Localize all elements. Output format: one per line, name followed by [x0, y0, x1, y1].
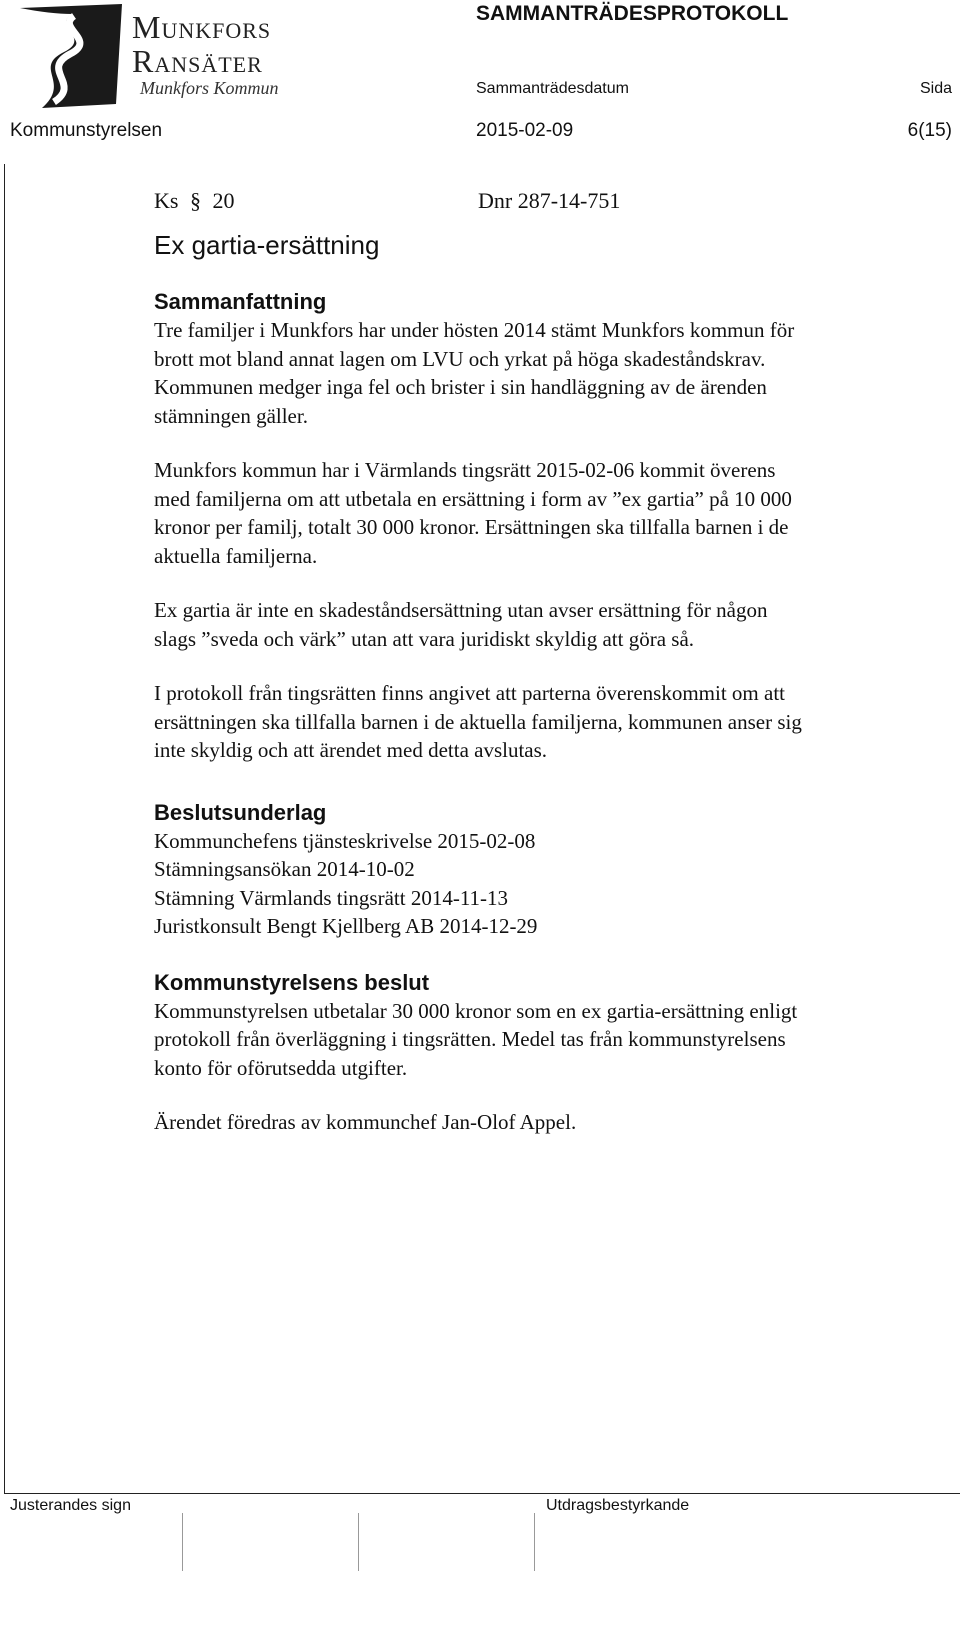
summary-paragraph-2: Munkfors kommun har i Värmlands tingsrätt 2015-02-06 kommit överens med familjerna om att utbetala en ersättning i form av ”ex gartia” på 10 000 kronor per familj, totalt 30 000 kronor. Ersättningen ska tillfalla barnen i de aktuella familjerna.	[154, 458, 792, 568]
committee-name: Kommunstyrelsen	[10, 120, 163, 141]
footer-divider	[4, 1493, 960, 1494]
decision-paragraph: Kommunstyrelsen utbetalar 30 000 kronor som en ex gartia-ersättning enligt protokoll från överläggning i tingsrätten. Medel tas från kommunstyrelsens konto för oförutsedda utgifter.	[154, 998, 798, 1080]
basis-item: Juristkonsult Bengt Kjellberg AB 2014-12-29	[154, 914, 538, 938]
presenter-paragraph: Ärendet föredras av kommunchef Jan-Olof Appel.	[154, 1110, 577, 1134]
signature-box-divider	[534, 1513, 535, 1571]
logo-tagline: Munkfors Kommun	[140, 78, 279, 98]
adjuster-signature-label: Justerandes sign	[10, 1497, 131, 1514]
extract-certification-label: Utdragsbestyrkande	[546, 1497, 690, 1514]
decision-heading: Kommunstyrelsens beslut	[154, 969, 430, 995]
diary-number: Dnr 287-14-751	[478, 188, 621, 213]
date-label: Sammanträdesdatum	[476, 80, 629, 97]
page-label: Sida	[919, 80, 952, 97]
logo-line1: Munkfors	[132, 9, 272, 45]
logo-line2: Ransäter	[132, 43, 263, 79]
paragraph-number: 20	[212, 188, 235, 213]
summary-heading: Sammanfattning	[154, 289, 327, 314]
summary-paragraph-1: Tre familjer i Munkfors har under hösten 2014 stämt Munkfors kommun för brott mot bland annat lagen om LVU och yrkat på höga skadeståndskrav. Kommunen medger inga fel och brister i sin handläggning av de ärenden stämningen gäller.	[154, 318, 795, 428]
summary-paragraph-3: Ex gartia är inte en skadeståndsersättning utan avser ersättning för någon slags ”sveda och värk” utan att vara juridiskt skyldig att göra så.	[154, 598, 768, 651]
basis-heading: Beslutsunderlag	[154, 799, 327, 825]
basis-item: Stämning Värmlands tingsrätt 2014-11-13	[154, 885, 509, 910]
section-sign: §	[189, 188, 201, 213]
page-number: 6(15)	[907, 120, 952, 141]
left-margin-line	[4, 164, 5, 1494]
document-type: SAMMANTRÄDESPROTOKOLL	[476, 2, 789, 25]
item-title: Ex gartia-ersättning	[154, 230, 380, 260]
basis-item: Stämningsansökan 2014-10-02	[154, 857, 415, 881]
basis-item: Kommunchefens tjänsteskrivelse 2015-02-08	[154, 828, 536, 853]
item-reference	[154, 188, 934, 226]
signature-box-divider	[182, 1513, 183, 1571]
meeting-date: 2015-02-09	[476, 120, 574, 141]
document-body	[154, 188, 934, 1163]
municipality-logo	[12, 0, 302, 112]
basis-list	[154, 827, 934, 941]
summary-paragraph-4: I protokoll från tingsrätten finns angivet att parterna överenskommit om att ersättningen ska tillfalla barnen i de aktuella familjerna, kommunen anser sig inte skyldig och att ärendet med detta avslutas.	[154, 681, 802, 762]
signature-box-divider	[358, 1513, 359, 1571]
ks-label: Ks	[154, 188, 179, 213]
